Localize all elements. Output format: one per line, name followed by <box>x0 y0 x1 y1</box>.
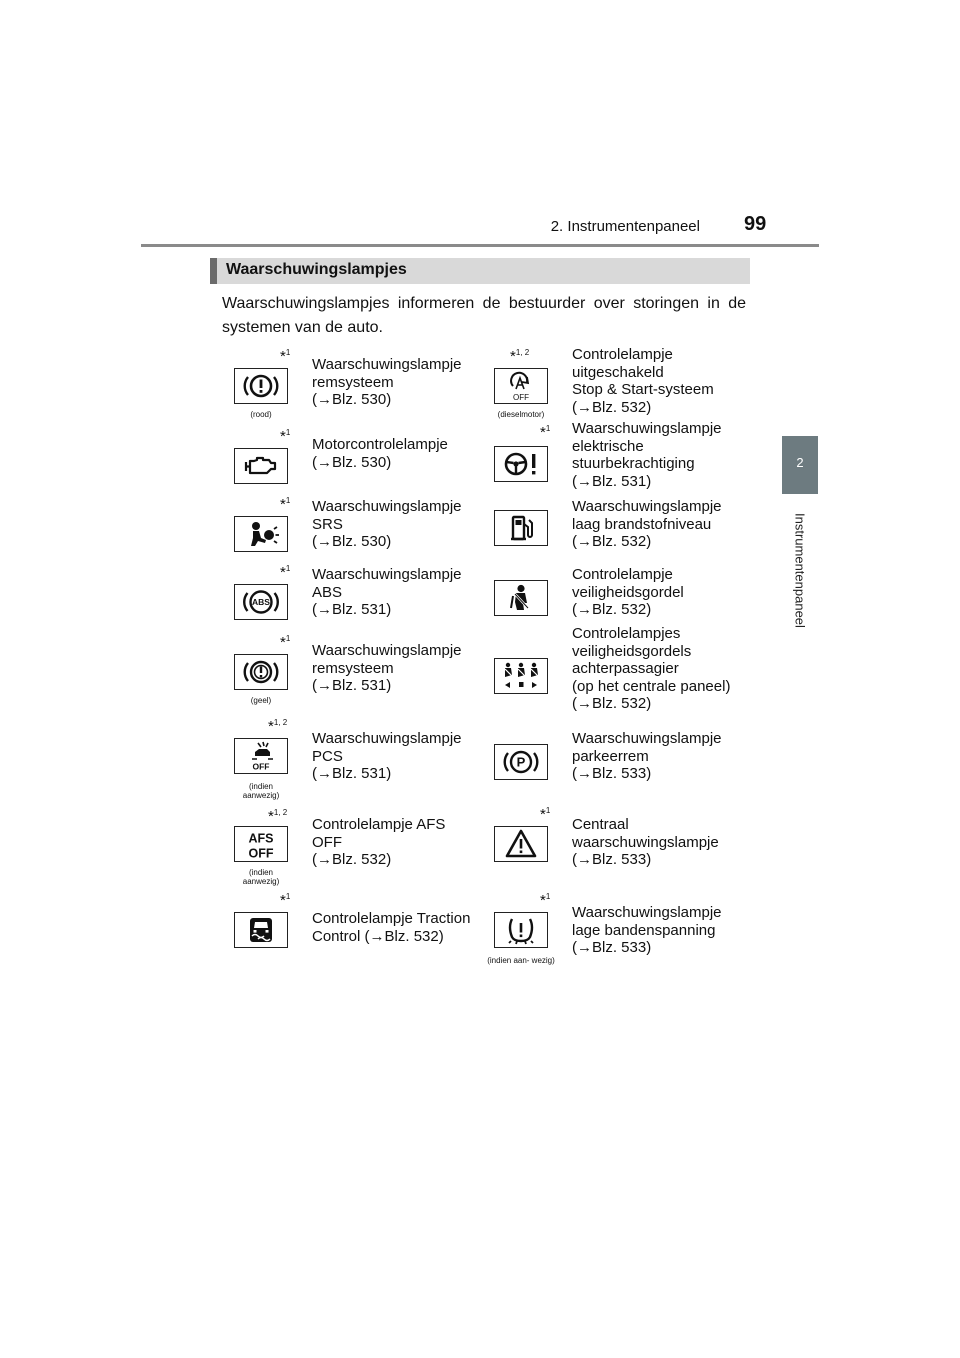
indicator-caption: (indien aan- wezig) <box>487 956 555 965</box>
section-intro: Waarschuwingslampjes informeren de bestuurder over storingen in de systemen van de auto. <box>222 295 746 336</box>
svg-text:AFS: AFS <box>248 831 274 846</box>
indicator-description: Controlelampje uitgeschakeld Stop & Start-systeem (→Blz. 532) <box>572 346 714 416</box>
chapter-tab[interactable]: 2 <box>782 436 818 494</box>
traction-control-icon <box>234 912 288 948</box>
fuel-pump-icon <box>494 510 548 546</box>
brake-system-yellow-icon <box>234 654 288 690</box>
indicator-description: Waarschuwingslampje laag brandstofniveau (→Blz. 532) <box>572 498 722 550</box>
indicator-item <box>222 718 482 800</box>
indicator-item <box>482 624 742 714</box>
indicator-item <box>222 634 482 710</box>
icon-label: P <box>516 754 526 770</box>
indicator-item <box>222 428 482 488</box>
indicator-caption: (geel) <box>250 696 272 705</box>
brake-warning-icon <box>234 368 288 404</box>
power-steering-warning-icon <box>494 446 548 482</box>
svg-text:OFF: OFF <box>248 846 274 860</box>
footnote-mark: *$^{1, 2}$ <box>268 808 288 825</box>
footnote-mark: *$^{1, 2}$ <box>268 718 288 735</box>
footnote-mark: *$^1$ <box>280 496 291 513</box>
indicator-caption: (indien aanwezig) <box>242 868 280 886</box>
indicator-item <box>482 420 742 490</box>
indicator-item <box>482 496 742 556</box>
indicator-item <box>482 806 742 876</box>
indicator-description: Controlelampje AFS OFF (→Blz. 532) <box>312 816 446 868</box>
footnote-mark: *$^1$ <box>280 564 291 581</box>
footnote-mark: *$^1$ <box>280 892 291 909</box>
section-title: Waarschuwingslampjes <box>226 261 407 278</box>
indicator-item <box>482 720 742 790</box>
tire-pressure-icon <box>494 912 548 948</box>
icon-label: ABS <box>252 597 270 607</box>
indicator-item <box>482 892 742 982</box>
footnote-mark: *$^1$ <box>280 348 291 365</box>
indicator-caption: (indien aanwezig) <box>242 782 280 800</box>
indicator-description: Waarschuwingslampje PCS (→Blz. 531) <box>312 730 462 782</box>
footnote-mark: *$^1$ <box>280 428 291 445</box>
indicator-description: Waarschuwingslampje SRS (→Blz. 530) <box>312 498 462 550</box>
indicator-item <box>222 496 482 556</box>
indicator-description: Centraal waarschuwingslampje (→Blz. 533) <box>572 816 719 868</box>
icon-label: OFF <box>513 393 529 402</box>
footnote-mark: *$^1$ <box>540 892 551 909</box>
indicator-description: Waarschuwingslampje parkeerrem (→Blz. 533) <box>572 730 722 782</box>
indicator-description: Waarschuwingslampje lage bandenspanning (→Blz. 533) <box>572 904 722 956</box>
engine-check-icon <box>234 448 288 484</box>
rear-seatbelts-icon <box>494 658 548 694</box>
indicator-item <box>222 892 482 952</box>
indicator-description: Waarschuwingslampje remsysteem (→Blz. 531) <box>312 642 462 694</box>
footnote-mark: *$^1$ <box>540 806 551 823</box>
indicator-item <box>222 808 482 890</box>
indicator-description: Waarschuwingslampje remsysteem (→Blz. 530) <box>312 356 462 408</box>
indicator-description: Waarschuwingslampje elektrische stuurbekrachtiging (→Blz. 531) <box>572 420 722 490</box>
section-heading-bar <box>210 258 750 284</box>
indicator-item <box>482 348 742 418</box>
seatbelt-icon <box>494 580 548 616</box>
indicator-description: Controlelampje Traction Control (→Blz. 532) <box>312 910 471 945</box>
header-rule <box>141 244 819 247</box>
indicator-item <box>482 564 742 624</box>
indicator-description: Controlelampje veiligheidsgordel (→Blz. 532) <box>572 566 684 618</box>
airbag-srs-icon <box>234 516 288 552</box>
icon-label: OFF <box>252 761 270 772</box>
footnote-mark: *$^{1, 2}$ <box>510 348 530 365</box>
section-heading-marker <box>210 258 217 284</box>
header-section-title: 2. Instrumentenpaneel <box>550 218 700 235</box>
footnote-mark: *$^1$ <box>540 424 551 441</box>
indicator-caption: (dieselmotor) <box>497 410 545 419</box>
afs-off-icon <box>234 826 288 862</box>
indicator-description: Motorcontrolelampje (→Blz. 530) <box>312 436 448 471</box>
chapter-tab-label: Instrumentenpaneel <box>792 512 808 628</box>
master-warning-icon <box>494 826 548 862</box>
pcs-off-icon <box>234 738 288 774</box>
abs-icon <box>234 584 288 620</box>
indicator-description: Waarschuwingslampje ABS (→Blz. 531) <box>312 566 462 618</box>
indicator-description: Controlelampjes veiligheidsgordels achterpassagier (op het centrale paneel) (→Blz. 532) <box>572 625 731 712</box>
page-number: 99 <box>744 213 767 235</box>
parking-brake-icon <box>494 744 548 780</box>
indicator-item <box>222 348 482 418</box>
stop-start-off-icon <box>494 368 548 404</box>
indicator-caption: (rood) <box>250 410 272 419</box>
footnote-mark: *$^1$ <box>280 634 291 651</box>
indicator-item <box>222 564 482 624</box>
